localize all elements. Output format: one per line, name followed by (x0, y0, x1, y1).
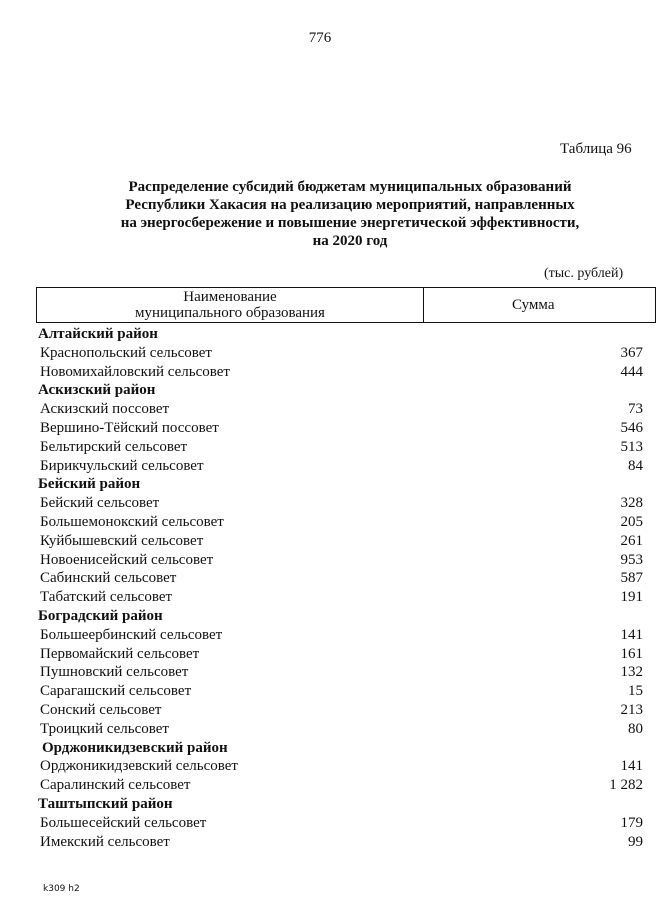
amount-cell: 73 (628, 401, 643, 418)
amount-cell: 205 (620, 513, 643, 530)
municipality-name: Сонский сельсовет (40, 701, 162, 718)
title-line: на энергосбережение и повышение энергетической эффективности, (120, 215, 580, 231)
amount-cell: 15 (628, 683, 643, 700)
municipality-name: Сарагашский сельсовет (40, 683, 192, 700)
municipality-name: Бирикчульский сельсовет (40, 457, 204, 474)
amount-cell: 953 (620, 551, 643, 568)
district-row (36, 475, 640, 494)
amount-cell: 141 (620, 758, 643, 775)
units-label: (тыс. рублей) (544, 266, 624, 281)
table-row (36, 720, 643, 739)
amount-cell: 587 (620, 570, 643, 587)
district-name: Таштыпский район (38, 795, 173, 812)
municipality-name: Новоенисейский сельсовет (40, 551, 214, 568)
page-number: 776 (308, 30, 332, 46)
amount-cell: 179 (620, 814, 643, 831)
amount-cell: 444 (620, 363, 643, 380)
table-row (36, 419, 643, 438)
municipality-name: Бейский сельсовет (40, 495, 160, 512)
amount-cell: 141 (620, 626, 643, 643)
title-line: Распределение субсидий бюджетам муниципальных образований (128, 179, 572, 195)
amount-cell: 513 (620, 438, 643, 455)
table-row (36, 363, 643, 382)
table-row (36, 569, 643, 588)
district-row (36, 795, 640, 814)
amount-cell: 132 (620, 664, 643, 681)
table-row (36, 626, 643, 645)
municipality-name: Новомихайловский сельсовет (40, 363, 230, 380)
table-row (36, 588, 643, 607)
title-line: Республики Хакасия на реализацию мероприятий, направленных (125, 197, 575, 213)
amount-cell: 1 282 (609, 777, 643, 794)
table-row (36, 532, 643, 551)
column-header-name-line2: муниципального образования (135, 305, 325, 321)
table-row (36, 833, 643, 852)
table-row (36, 701, 643, 720)
municipality-name: Вершино-Тёйский поссовет (40, 419, 219, 436)
amount-cell: 99 (628, 833, 643, 850)
municipality-name: Табатский сельсовет (40, 589, 173, 606)
municipality-name: Большеербинский сельсовет (40, 626, 223, 643)
table-row (36, 682, 643, 701)
amount-cell: 191 (620, 589, 643, 606)
municipality-name: Сабинский сельсовет (40, 570, 177, 587)
document-title (40, 178, 660, 250)
table-row (36, 457, 643, 476)
municipality-name: Троицкий сельсовет (40, 720, 169, 737)
column-header-name (37, 288, 424, 323)
table-body (36, 325, 643, 851)
table-row (36, 814, 643, 833)
amount-cell: 261 (620, 532, 643, 549)
municipality-name: Большесейский сельсовет (40, 814, 207, 831)
amount-cell: 367 (620, 344, 643, 361)
municipality-name: Пушновский сельсовет (40, 664, 189, 681)
municipality-name: Орджоникидзевский сельсовет (40, 758, 238, 775)
district-name: Аскизский район (38, 382, 156, 399)
municipality-name: Саралинский сельсовет (40, 777, 191, 794)
amount-cell: 80 (628, 720, 643, 737)
municipality-name: Имекский сельсовет (40, 833, 170, 850)
table-row (36, 776, 643, 795)
table-row (36, 757, 643, 776)
amount-cell: 328 (620, 495, 643, 512)
table-row (36, 400, 643, 419)
district-name: Алтайский район (38, 326, 158, 342)
district-row (36, 325, 640, 344)
district-name: Орджоникидзевский район (42, 739, 228, 756)
column-header-sum: Сумма (512, 297, 555, 313)
title-line: на 2020 год (312, 233, 388, 249)
column-header-name-line1: Наименование (183, 289, 277, 305)
amount-cell: 546 (620, 419, 643, 436)
table-row (36, 645, 643, 664)
amount-cell: 84 (628, 457, 643, 474)
district-name: Бейский район (38, 476, 141, 493)
table-row (36, 663, 643, 682)
municipality-name: Куйбышевский сельсовет (40, 532, 204, 549)
district-name: Боградский район (38, 607, 163, 624)
table-header (36, 287, 656, 323)
table-label: Таблица 96 (560, 141, 632, 157)
municipality-name: Бельтирский сельсовет (40, 438, 188, 455)
footer-code: k309 h2 (43, 884, 80, 894)
district-row (36, 381, 640, 400)
district-row (36, 739, 640, 758)
amount-cell: 161 (620, 645, 643, 662)
municipality-name: Краснопольский сельсовет (40, 344, 212, 361)
table-row (36, 494, 643, 513)
table-row (36, 344, 643, 363)
municipality-name: Первомайский сельсовет (40, 645, 200, 662)
municipality-name: Большемонокский сельсовет (40, 513, 224, 530)
table-row (36, 438, 643, 457)
district-row (36, 607, 640, 626)
amount-cell: 213 (620, 701, 643, 718)
municipality-name: Аскизский поссовет (40, 401, 170, 418)
table-row (36, 513, 643, 532)
table-row (36, 551, 643, 570)
